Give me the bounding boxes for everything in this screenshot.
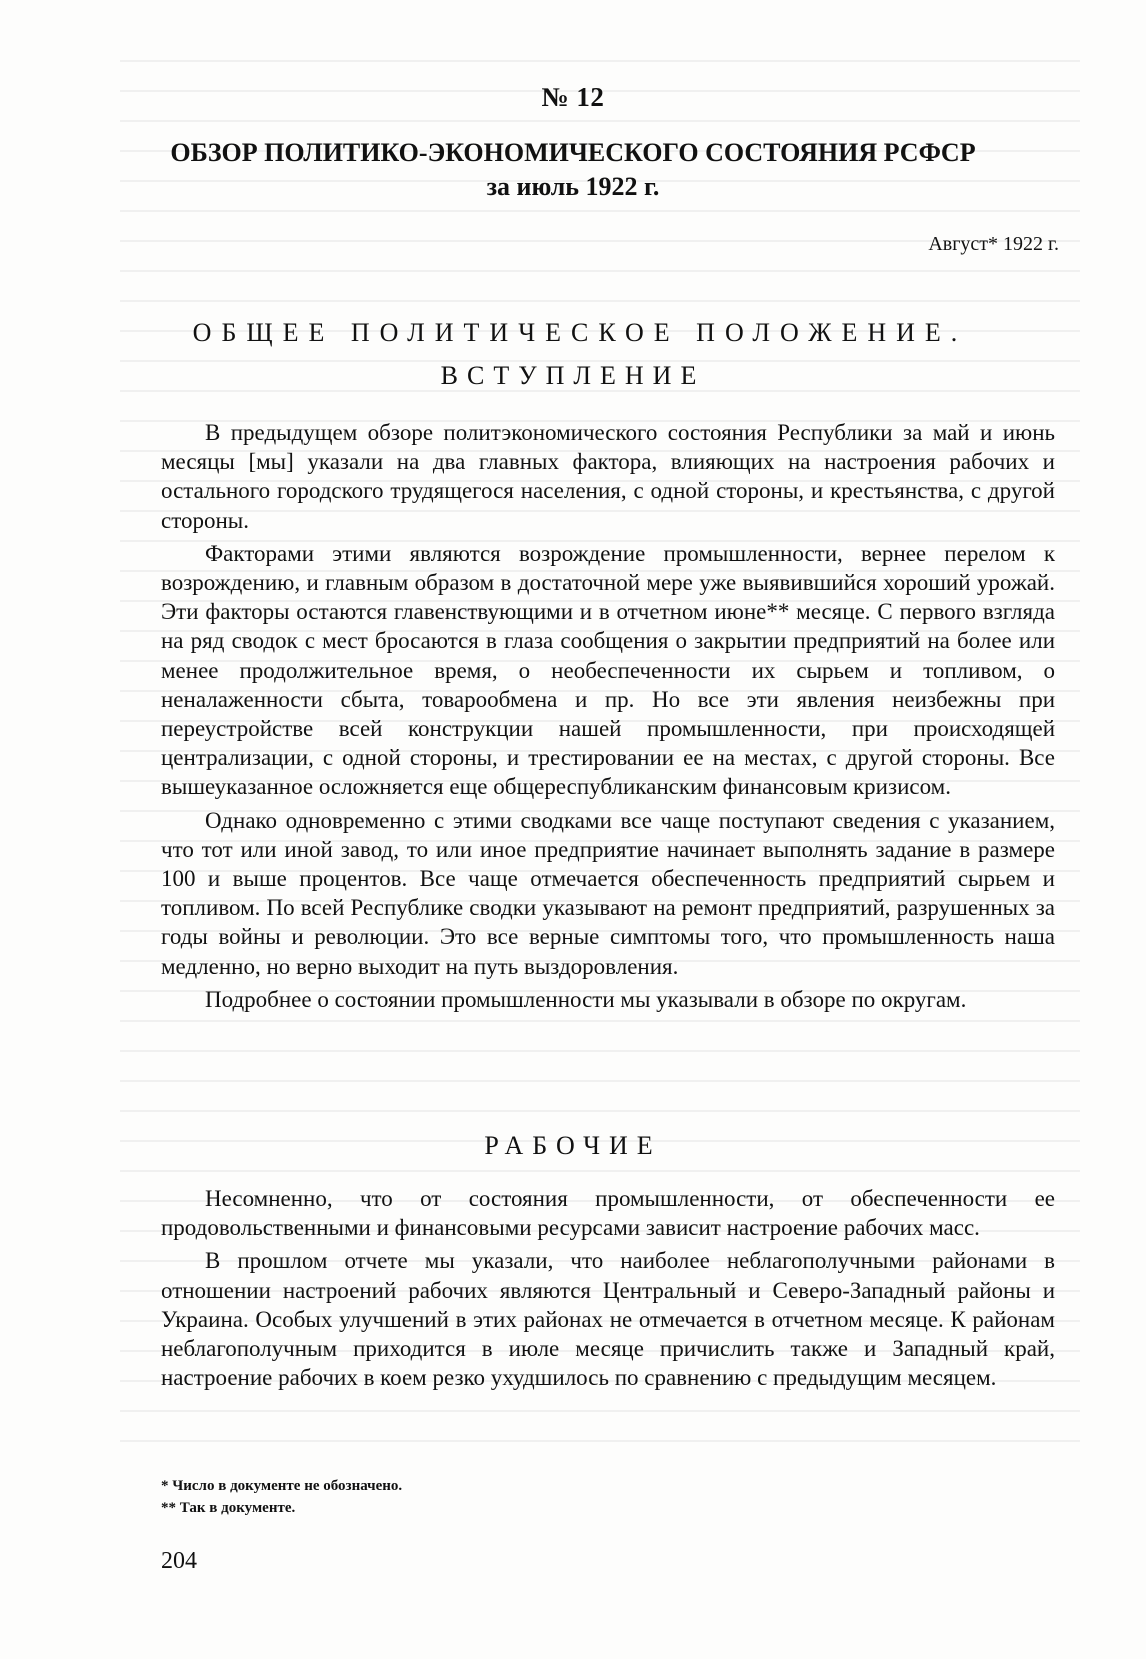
paragraph: В предыдущем обзоре политэкономического состояния Республики за май и июнь месяцы [мы] указали на два главных фактора, влияющих на настроения рабочих и остального городского трудящегося населения, с одной стороны, и крестьянства, с другой стороны.	[161, 420, 1055, 533]
document-date: Август* 1922 г.	[928, 233, 1059, 255]
section-heading-intro: ВСТУПЛЕНИЕ	[440, 361, 706, 390]
paragraph: Однако одновременно с этими сводками все чаще поступают сведения с указанием, что тот или иной завод, то или иное предприятие начинает выполнять задание в размере 100 и выше процентов. Все чаще отмечается обеспеченность предприятий сырьем и топливом. По всей Республике сводки указывают на ремонт предприятий, разрушенных за годы войны и революции. Это все верные симптомы того, что промышленность наша медленно, но верно выходит на путь выздоровления.	[161, 807, 1055, 979]
page-number: 204	[161, 1548, 197, 1574]
document-number: № 12	[541, 82, 605, 112]
document-title	[0, 136, 1146, 204]
document-title-line-2: за июль 1922 г.	[486, 172, 660, 201]
footnotes	[161, 1475, 402, 1519]
workers-text-block	[161, 1184, 1055, 1396]
paragraph: Факторами этими являются возрождение промышленности, вернее перелом к возрождению, и главным образом в достаточной мере уже выявившийся хороший урожай. Эти факторы остаются главенствующими и в отчетном июне** месяце. С первого взгляда на ряд сводок с мест бросаются в глаза сообщения о закрытии предприятий на более или менее продолжительное время, о необеспеченности их сырьем и топливом, о неналаженности сбыта, товарообмена и пр. Но все эти явления неизбежны при переустройстве всей конструкции нашей промышленности, при происходящей централизации, с одной стороны, и трестировании ее на местах, с другой стороны. Все вышеуказанное осложняется еще общереспубликанским финансовым кризисом.	[161, 540, 1055, 800]
footnote: * Число в документе не обозначено.	[161, 1478, 403, 1494]
footnote: ** Так в документе.	[161, 1500, 296, 1516]
paragraph: Подробнее о состоянии промышленности мы указывали в обзоре по округам.	[205, 986, 967, 1012]
section-heading-general: ОБЩЕЕ ПОЛИТИЧЕСКОЕ ПОЛОЖЕНИЕ.	[192, 318, 968, 347]
paragraph: В прошлом отчете мы указали, что наиболее неблагополучными районами в отношении настроений рабочих являются Центральный и Северо-Западный районы и Украина. Особых улучшений в этих районах не отмечается в отчетном месяце. К районам неблагополучным приходится в июле месяце причислить также и Западный край, настроение рабочих в коем резко ухудшилось по сравнению с предыдущим месяцем.	[161, 1248, 1055, 1391]
document-title-line-1: ОБЗОР ПОЛИТИКО-ЭКОНОМИЧЕСКОГО СОСТОЯНИЯ РСФСР	[170, 138, 976, 167]
intro-text-block	[161, 418, 1055, 1018]
paragraph: Несомненно, что от состояния промышленности, от обеспеченности ее продовольственными и финансовыми ресурсами зависит настроение рабочих масс.	[161, 1186, 1055, 1241]
section-heading-workers: РАБОЧИЕ	[484, 1131, 662, 1160]
